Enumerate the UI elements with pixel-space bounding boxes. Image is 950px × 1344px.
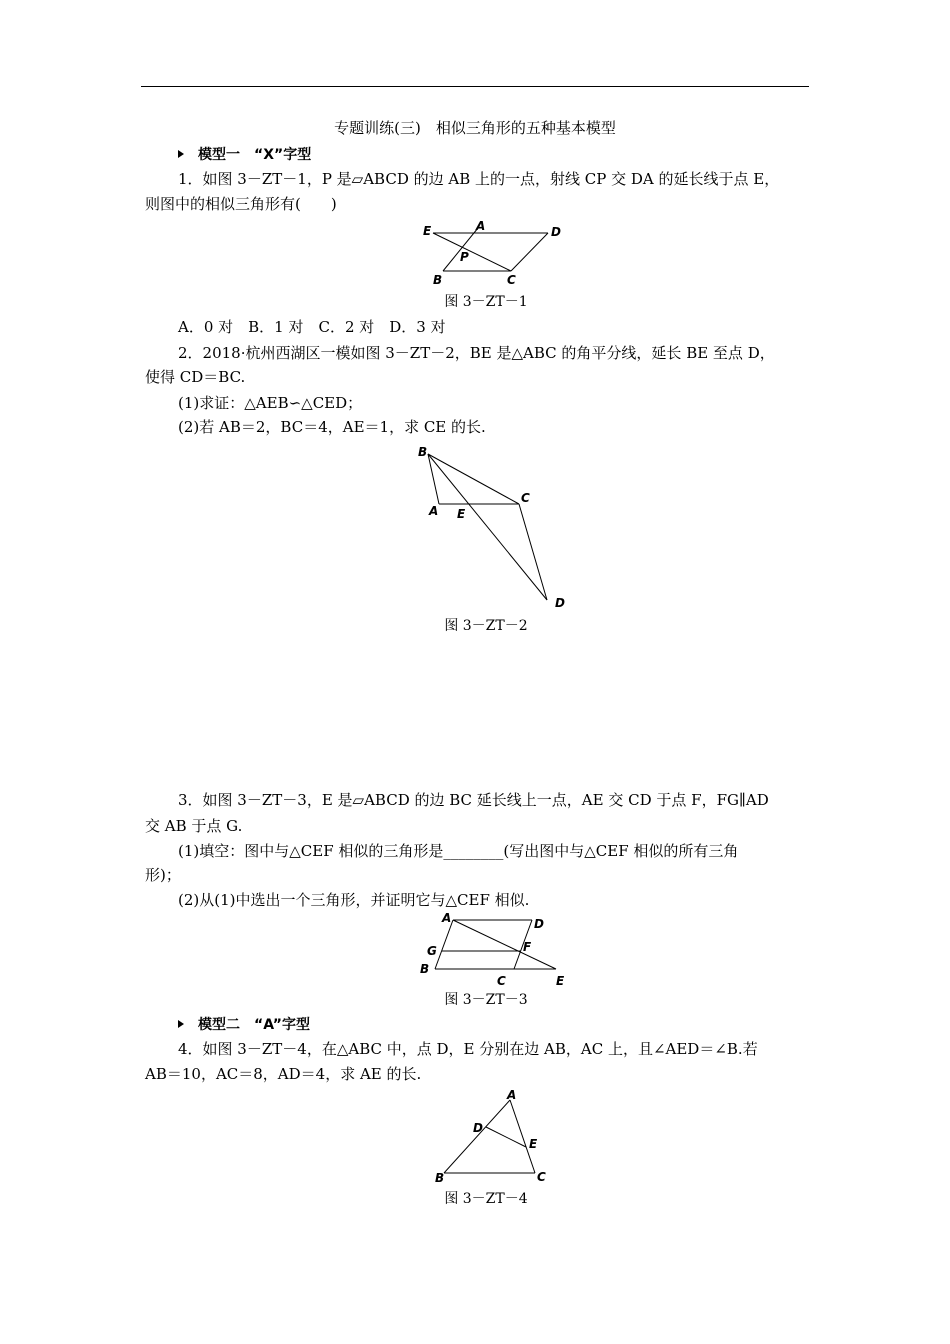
label-a: A bbox=[442, 911, 452, 925]
label-c: C bbox=[521, 491, 530, 505]
label-e: E bbox=[457, 507, 466, 521]
q4-line-1: 4．如图 3－ZT－4，在△ABC 中，点 D，E 分别在边 AB，AC 上，且∠AED＝∠B.若 bbox=[178, 1040, 758, 1058]
label-d: D bbox=[473, 1121, 483, 1135]
line-bd bbox=[428, 454, 547, 600]
header-rule bbox=[141, 86, 809, 87]
q3-part-2: (2)从(1)中选出一个三角形，并证明它与△CEF 相似. bbox=[178, 891, 530, 909]
label-b: B bbox=[420, 962, 430, 976]
label-e: E bbox=[556, 974, 565, 988]
label-b: B bbox=[418, 445, 428, 459]
label-d: D bbox=[551, 225, 561, 239]
page-title: 专题训练(三) 相似三角形的五种基本模型 bbox=[334, 119, 616, 137]
figure-caption: 图 3－ZT－3 bbox=[444, 992, 528, 1008]
line-ab bbox=[444, 1100, 510, 1173]
label-e: E bbox=[529, 1137, 538, 1151]
bullet-triangle-icon bbox=[178, 1020, 184, 1028]
label-b: B bbox=[433, 273, 443, 287]
q3-line-2: 交 AB 于点 G. bbox=[145, 817, 243, 835]
q3-line-1: 3．如图 3－ZT－3，E 是▱ABCD 的边 BC 延长线上一点，AE 交 CD 于点 F，FG∥AD bbox=[178, 791, 769, 809]
label-b: B bbox=[435, 1171, 445, 1185]
label-g: G bbox=[427, 944, 437, 958]
q3-part-1a: (1)填空：图中与△CEF 相似的三角形是________(写出图中与△CEF 相似的所有三角 bbox=[178, 842, 739, 860]
line-ab bbox=[435, 920, 453, 969]
label-d: D bbox=[534, 917, 544, 931]
label-p: P bbox=[460, 250, 469, 264]
label-a: A bbox=[429, 504, 439, 518]
section-label: 模型二 “A”字型 bbox=[198, 1017, 310, 1033]
label-e: E bbox=[423, 224, 432, 238]
q4-line-2: AB＝10，AC＝8，AD＝4，求 AE 的长. bbox=[145, 1065, 422, 1083]
q2-line-1: 2．2018·杭州西湖区一模如图 3－ZT－2，BE 是△ABC 的角平分线，延长 BE 至点 D， bbox=[178, 344, 775, 362]
q1-line-1: 1．如图 3－ZT－1，P 是▱ABCD 的边 AB 上的一点，射线 CP 交 DA 的延长线于点 E， bbox=[178, 170, 780, 188]
figure-3-zt-3 bbox=[415, 910, 575, 990]
label-a: A bbox=[507, 1088, 517, 1102]
figure-3-zt-4 bbox=[415, 1085, 575, 1190]
section-label: 模型一 “X”字型 bbox=[198, 147, 312, 163]
q2-part-2: (2)若 AB＝2，BC＝4，AE＝1，求 CE 的长. bbox=[178, 418, 486, 436]
line-dc bbox=[511, 233, 548, 271]
figure-caption: 图 3－ZT－2 bbox=[444, 618, 528, 634]
section-heading-model-2 bbox=[178, 1016, 310, 1034]
figure-3-zt-2 bbox=[415, 440, 575, 615]
label-c: C bbox=[497, 974, 506, 988]
line-bc bbox=[428, 454, 519, 504]
figure-caption: 图 3－ZT－1 bbox=[444, 294, 528, 310]
q2-line-2: 使得 CD＝BC. bbox=[145, 368, 246, 386]
label-c: C bbox=[537, 1170, 546, 1184]
q2-part-1: (1)求证：△AEB∽△CED； bbox=[178, 394, 363, 412]
section-heading-model-1 bbox=[178, 146, 311, 164]
bullet-triangle-icon bbox=[178, 150, 184, 158]
label-f: F bbox=[523, 940, 532, 954]
line-cd bbox=[519, 504, 547, 600]
q1-options: A．0 对 B．1 对 C．2 对 D．3 对 bbox=[178, 318, 446, 336]
label-d: D bbox=[555, 596, 565, 610]
line-ec bbox=[433, 233, 511, 271]
label-a: A bbox=[476, 219, 486, 233]
q1-line-2: 则图中的相似三角形有( ) bbox=[145, 195, 337, 213]
figure-3-zt-1 bbox=[415, 218, 575, 290]
label-c: C bbox=[507, 273, 516, 287]
q3-part-1b: 形)； bbox=[145, 866, 181, 884]
figure-caption: 图 3－ZT－4 bbox=[444, 1191, 528, 1207]
